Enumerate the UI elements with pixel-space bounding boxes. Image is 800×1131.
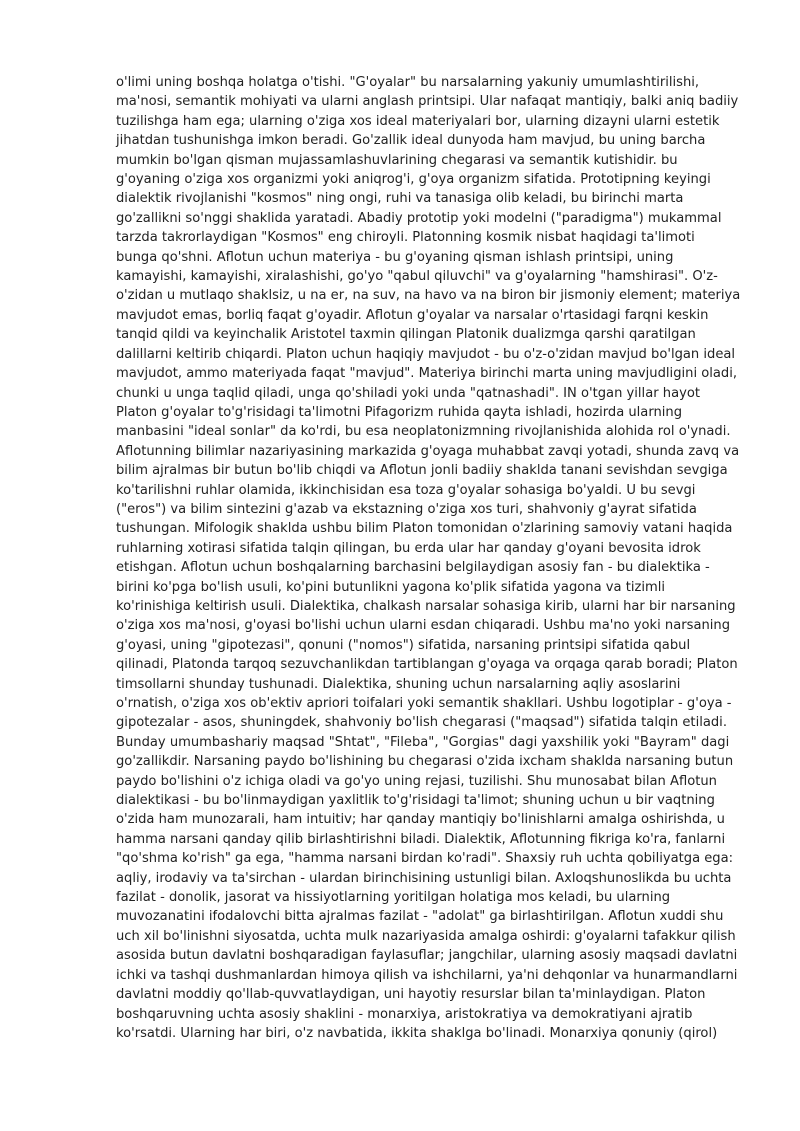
text-line: "qo'shma ko'rish" ga ega, "hamma narsani birdan ko'radi". Shaxsiy ruh uchta qobiliyatga ega: — [116, 851, 734, 867]
text-line: bilim ajralmas bir butun bo'lib chiqdi va Aflotun jonli badiiy shaklda tanani sevishdan sevgiga — [116, 463, 728, 479]
text-line: ma'nosi, semantik mohiyati va ularni anglash printsipi. Ular nafaqat mantiqiy, balki aniq badiiy — [116, 94, 739, 110]
text-line: paydo bo'lishini o'z ichiga oladi va go'yo uning rejasi, tuzilishi. Shu munosabat bilan Aflotun — [116, 773, 717, 789]
text-line: go'zallikni so'nggi shaklida yaratadi. Abadiy prototip yoki modelni ("paradigma") mukammal — [116, 210, 722, 226]
text-line: timsollarni shunday tushunadi. Dialektika, shuning uchun narsalarning aqliy asoslarini — [116, 676, 681, 692]
text-line: tanqid qildi va keyinchalik Aristotel taxmin qilingan Platonik dualizmga qarshi qaratilgan — [116, 327, 696, 343]
text-line: ichki va tashqi dushmanlardan himoya qilish va ishchilarni, ya'ni dehqonlar va hunarmandlarni — [116, 967, 738, 983]
text-line: ko'tarilishni ruhlar olamida, ikkinchisidan esa toza g'oyalar sohasiga bo'yaldi. U bu sevgi — [116, 482, 696, 498]
text-line: Bunday umumbashariy maqsad "Shtat", "Fileba", "Gorgias" dagi yaxshilik yoki "Bayram" dagi — [116, 734, 730, 750]
text-line: boshqaruvning uchta asosiy shaklini - monarxiya, aristokratiya va demokratiyani ajratib — [116, 1006, 693, 1022]
text-line: o'ziga xos ma'nosi, g'oyasi bo'lishi uchun ularni esdan chiqaradi. Ushbu ma'no yoki narsaning — [116, 618, 731, 634]
text-line: o'limi uning boshqa holatga o'tishi. "G'oyalar" bu narsalarning yakuniy umumlashtirilishi, — [116, 75, 700, 90]
text-line: ruhlarning xotirasi sifatida talqin qilingan, bu erda ular har qanday g'oyani bevosita idrok — [116, 540, 701, 556]
text-line: aqliy, irodaviy va ta'sirchan - ulardan birinchisining ustunligi bilan. Axloqshunoslikda bu uchta — [116, 870, 732, 886]
text-line: tuzilishga ham ega; ularning o'ziga xos ideal materiyalari bor, ularning dizayni ularni estetik — [116, 113, 720, 129]
text-line: gipotezalar - asos, shuningdek, shahvoniy bo'lish chegarasi ("maqsad") sifatida talqin etiladi. — [116, 715, 727, 731]
text-line: go'zallikdir. Narsaning paydo bo'lishining bu chegarasi o'zida ixcham shaklda narsaning butun — [116, 754, 734, 770]
text-line: dialektikasi - bu bo'linmaydigan yaxlitlik to'g'risidagi ta'limot; shuning uchun u bir vaqtning — [116, 793, 715, 809]
text-line: g'oyaning o'ziga xos organizmi yoki aniqrog'i, g'oya organizm sifatida. Prototipning keyingi — [116, 172, 711, 188]
text-line: chunki u unga taqlid qiladi, unga qo'shiladi yoki unda "qatnashadi". IN o'tgan yillar hayot — [116, 385, 700, 401]
text-line: davlatni moddiy qo'llab-quvvatlaydigan, uni hayotiy resurslar bilan ta'minlaydigan. Platon — [116, 987, 706, 1003]
text-line: dialektik rivojlanishi "kosmos" ning ongi, ruhi va tanasiga olib keladi, bu birinchi marta — [116, 191, 684, 207]
text-line: manbasini "ideal sonlar" da ko'rdi, bu esa neoplatonizmning rivojlanishida alohida rol o'ynadi. — [116, 424, 731, 440]
text-line: kamayishi, kamayishi, xiralashishi, go'yo "qabul qiluvchi" va g'oyalarning "hamshirasi". O'z- — [116, 269, 718, 285]
text-line: ("eros") va bilim sintezini g'azab va ekstazning o'ziga xos turi, shahvoniy g'ayrat sifatida — [116, 501, 697, 517]
text-line: mavjudot emas, borliq faqat g'oyadir. Aflotun g'oyalar va narsalar o'rtasidagi farqni keskin — [116, 307, 709, 323]
text-line: mumkin bo'lgan qisman mujassamlashuvlarining chegarasi va semantik kutishidir. bu — [116, 152, 678, 168]
text-line: birini ko'pga bo'lish usuli, ko'pini butunlikni yagona ko'plik sifatida yagona va tizimli — [116, 579, 666, 595]
text-line: ko'rinishiga keltirish usuli. Dialektika, chalkash narsalar sohasiga kirib, ularni har bir narsaning — [116, 598, 736, 614]
text-line: o'rnatish, o'ziga xos ob'ektiv apriori toifalari yoki semantik shakllari. Ushbu logotiplar - g'oya - — [116, 696, 732, 711]
text-line: qilinadi, Platonda tarqoq sezuvchanlikdan tartiblangan g'oyaga va orqaga qarab boradi; Platon — [116, 657, 738, 673]
text-line: o'zidan u mutlaqo shaklsiz, u na er, na suv, na havo va na biron bir jismoniy element; materiya — [116, 288, 741, 304]
text-line: g'oyasi, uning "gipotezasi", qonuni ("nomos") sifatida, narsaning printsipi sifatida qabul — [116, 637, 691, 653]
text-line: ko'rsatdi. Ularning har biri, o'z navbatida, ikkita shaklga bo'linadi. Monarxiya qonuniy (qirol) — [116, 1025, 718, 1041]
text-line: dalillarni keltirib chiqardi. Platon uchun haqiqiy mavjudot - bu o'z-o'zidan mavjud bo'lgan ideal — [116, 346, 736, 362]
text-line: tarzda takrorlaydigan "Kosmos" eng chiroyli. Platonning kosmik nisbat haqidagi ta'limoti — [116, 230, 695, 246]
text-line: asosida butun davlatni boshqaradigan faylasuflar; jangchilar, ularning asosiy maqsadi davlatni — [116, 948, 738, 964]
text-line: muvozanatini ifodalovchi bitta ajralmas fazilat - "adolat" ga birlashtirilgan. Aflotun xuddi shu — [116, 909, 724, 925]
body-text — [116, 73, 756, 1043]
text-line: jihatdan tushunishga imkon beradi. Go'zallik ideal dunyoda ham mavjud, bu uning barcha — [116, 133, 706, 149]
text-line: bunga qo'shni. Aflotun uchun materiya - bu g'oyaning qisman ishlash printsipi, uning — [116, 249, 674, 265]
text-line: hamma narsani qanday qilib birlashtirishni biladi. Dialektik, Aflotunning fikriga ko'ra, fanlarni — [116, 831, 726, 847]
text-line: fazilat - donolik, jasorat va hissiyotlarning yoritilgan holatiga mos keladi, bu ularning — [116, 890, 671, 906]
text-line: Platon g'oyalar to'g'risidagi ta'limotni Pifagorizm ruhida qayta ishladi, hozirda ularning — [116, 404, 683, 420]
text-line: etishgan. Aflotun uchun boshqalarning barchasini belgilaydigan asosiy fan - bu dialektika - — [116, 560, 710, 576]
text-line: Aflotunning bilimlar nazariyasining markazida g'oyaga muhabbat zavqi yotadi, shunda zavq va — [116, 443, 740, 459]
text-line: tushungan. Mifologik shaklda ushbu bilim Platon tomonidan o'zlarining samoviy vatani haqida — [116, 521, 733, 537]
text-line: mavjudot, ammo materiyada faqat "mavjud". Materiya birinchi marta uning mavjudligini oladi, — [116, 366, 738, 382]
text-line: o'zida ham munozarali, ham intuitiv; har qanday mantiqiy bo'linishlarni amalga oshirishda, u — [116, 812, 725, 828]
text-line: uch xil bo'linishni siyosatda, uchta mulk nazariyasida amalga oshirdi: g'oyalarni tafakkur qilish — [116, 928, 736, 944]
